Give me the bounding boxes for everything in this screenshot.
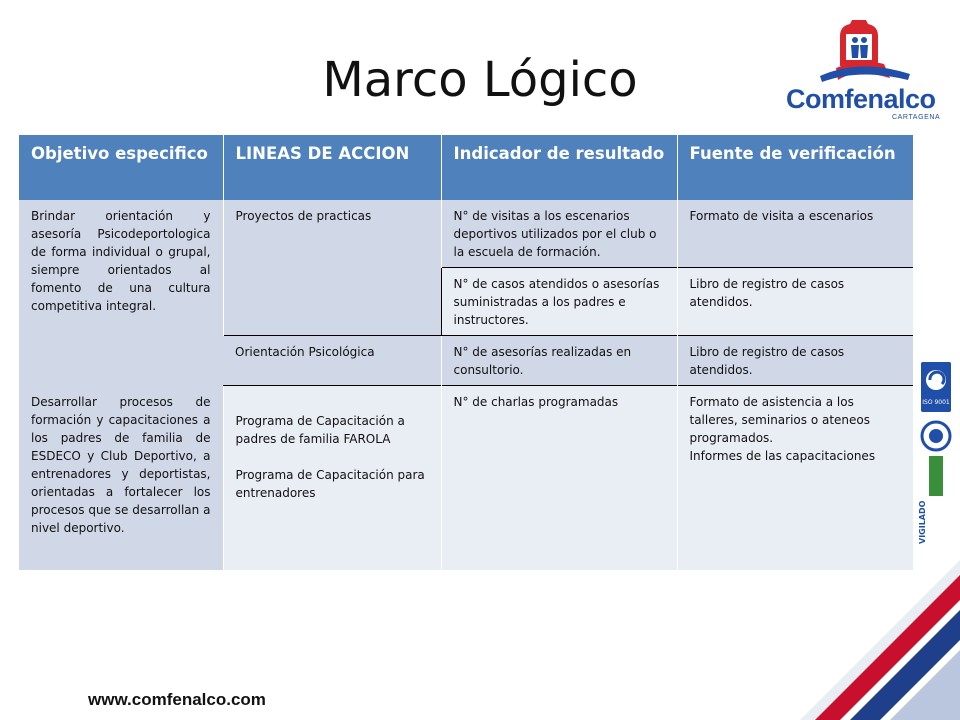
source-line: Formato de asistencia a los talleres, seminarios o ateneos programados. bbox=[689, 395, 871, 445]
line-projects: Proyectos de practicas bbox=[223, 200, 441, 336]
table-header-row bbox=[19, 135, 913, 200]
logo-wordmark: Comfenalco bbox=[786, 84, 936, 114]
line-psych: Orientación Psicológica bbox=[223, 336, 441, 386]
indicator-cell: N° de visitas a los escenarios deportivos utilizados por el club o la escuela de formación. bbox=[441, 200, 677, 268]
table-row bbox=[19, 200, 913, 268]
logo-subtitle: CARTAGENA bbox=[892, 114, 941, 121]
vigilado-label: VIGILADO bbox=[918, 500, 927, 544]
header-source: Fuente de verificación bbox=[677, 135, 913, 200]
certification-badges bbox=[915, 358, 955, 548]
indicator-cell: N° de casos atendidos o asesorías suministradas a los padres e instructores. bbox=[441, 268, 677, 336]
line-training-cell bbox=[223, 386, 441, 570]
line-training-coaches: Programa de Capacitación para entrenadores bbox=[235, 468, 425, 500]
indicator-cell: N° de asesorías realizadas en consultorio. bbox=[441, 336, 677, 386]
header-action-lines: LINEAS DE ACCION bbox=[223, 135, 441, 200]
objective-cell-1: Brindar orientación y asesoría Psicodeportologica de forma individual o grupal, siempre orientados al fomento de una cultura competitiva integral. bbox=[19, 200, 223, 386]
source-cell: Formato de visita a escenarios bbox=[677, 200, 913, 268]
castle-icon bbox=[780, 18, 950, 88]
website-link[interactable]: www.comfenalco.com bbox=[88, 690, 266, 709]
iso-label: ISO 9001 bbox=[922, 399, 950, 406]
source-line: Informes de las capacitaciones bbox=[689, 449, 876, 463]
source-cell bbox=[677, 386, 913, 570]
source-cell: Libro de registro de casos atendidos. bbox=[677, 268, 913, 336]
indicator-cell: N° de charlas programadas bbox=[441, 386, 677, 570]
table-row bbox=[19, 386, 913, 570]
line-training-parents: Programa de Capacitación a padres de familia FAROLA bbox=[235, 414, 405, 446]
source-cell: Libro de registro de casos atendidos. bbox=[677, 336, 913, 386]
slide-title: Marco Lógico bbox=[322, 52, 638, 108]
header-objective: Objetivo especifico bbox=[19, 135, 223, 200]
objective-cell-2: Desarrollar procesos de formación y capacitaciones a los padres de familia de ESDECO y Club Deportivo, a entrenadores y deportistas, orientadas a fortalecer los procesos que se desarrollan a nivel deportivo. bbox=[19, 386, 223, 570]
header-indicator: Indicador de resultado bbox=[441, 135, 677, 200]
comfenalco-logo bbox=[780, 18, 950, 128]
logical-framework-table bbox=[19, 135, 913, 570]
